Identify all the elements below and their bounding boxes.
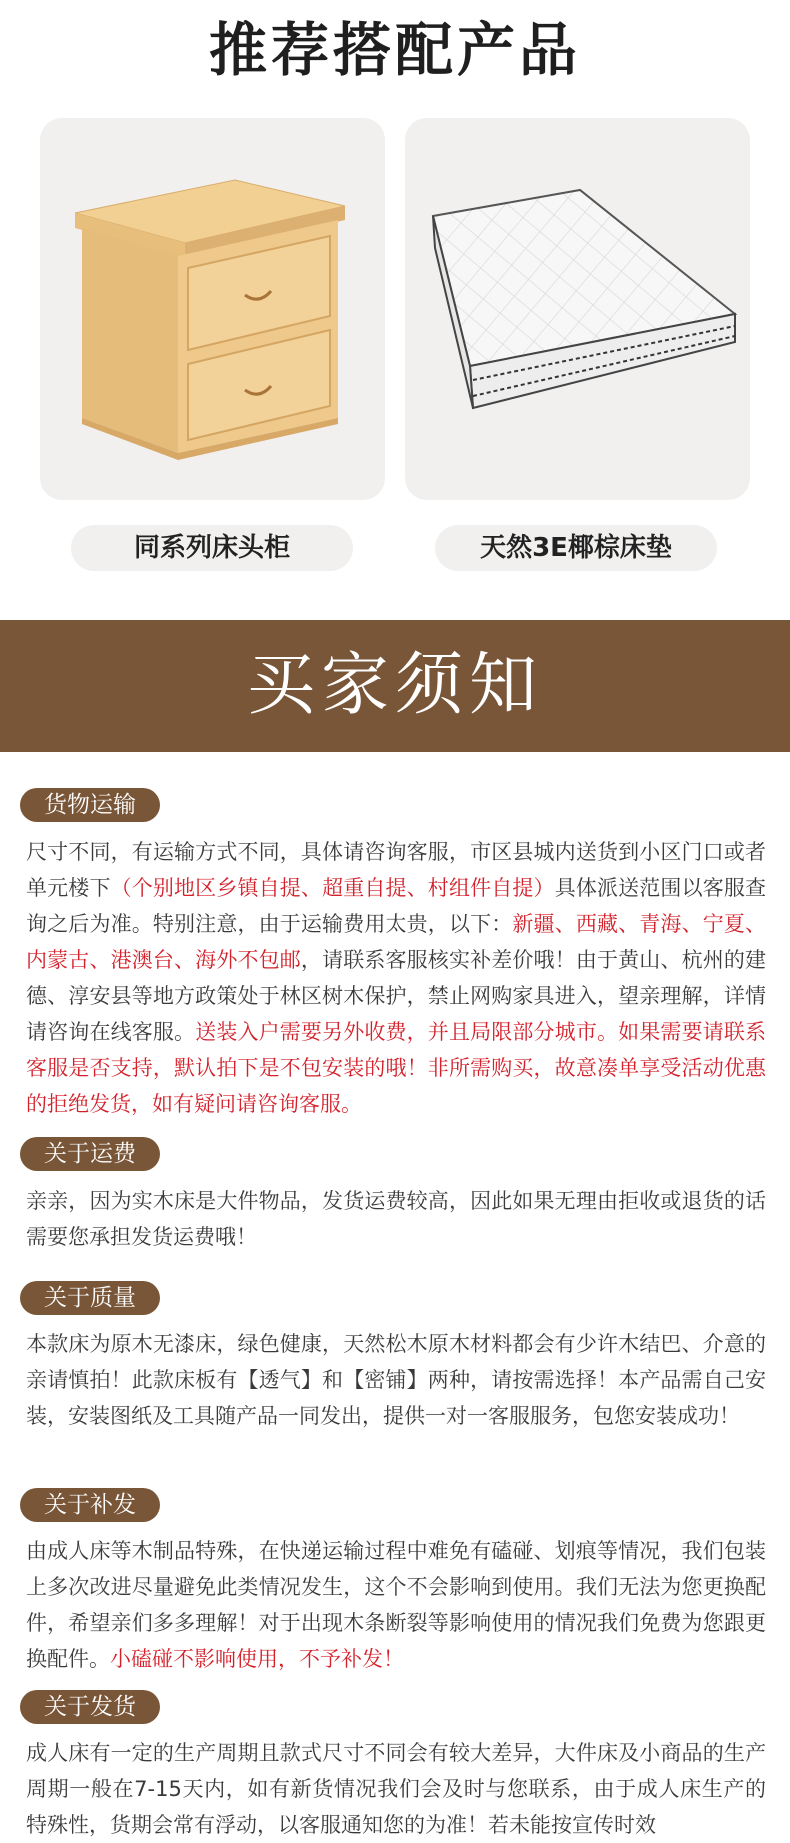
delivery-paragraph: 成人床有一定的生产周期且款式尺寸不同会有较大差异，大件床及小商品的生产周期一般在7-15天内，如有新货情况我们会及时与您联系，由于成人床生产的特殊性，货期会常有浮动，以客服通知您的为准！若未能按宣传时效: [26, 1741, 766, 1837]
section-tag-freight: 关于运费: [20, 1137, 160, 1171]
shipping-paragraph: 尺寸不同，有运输方式不同，具体请咨询客服，市区县城内送货到小区门口或者单元楼下（个别地区乡镇自提、超重自提、村组件自提）具体派送范围以客服查询之后为准。特别注意，由于运输费用太贵，以下：新疆、西藏、青海、宁夏、内蒙古、港澳台、海外不包邮，请联系客服核实补差价哦！由于黄山、杭州的建德、淳安县等地方政策处于林区树木保护，禁止网购家具进入，望亲理解，详情请咨询在线客服。送装入户需要另外收费，并且局限部分城市。如果需要请联系客服是否支持，默认拍下是不包安装的哦！非所需购买，故意凑单享受活动优惠的拒绝发货，如有疑问请咨询客服。: [26, 840, 767, 1116]
section-tag-shipping: 货物运输: [20, 788, 160, 822]
buyer-notice-banner: 买家须知: [0, 620, 790, 752]
mattress-image: [405, 118, 750, 500]
section-tag-quality: 关于质量: [20, 1281, 160, 1315]
product-card-nightstand[interactable]: [40, 118, 385, 500]
product-label-mattress[interactable]: 天然3E椰棕床垫: [435, 525, 717, 571]
nightstand-image: [40, 118, 385, 500]
page-title: 推荐搭配产品: [208, 16, 581, 84]
product-card-mattress[interactable]: [405, 118, 750, 500]
reissue-paragraph: 由成人床等木制品特殊，在快递运输过程中难免有磕碰、划痕等情况，我们包装上多次改进尽量避免此类情况发生，这个不会影响到使用。我们无法为您更换配件，希望亲们多多理解！对于出现木条断裂等影响使用的情况我们免费为您跟更换配件。小磕碰不影响使用，不予补发！: [26, 1539, 766, 1671]
quality-paragraph: 本款床为原木无漆床，绿色健康，天然松木原木材料都会有少许木结巴、介意的亲请慎拍！此款床板有【透气】和【密铺】两种，请按需选择！本产品需自己安装，安装图纸及工具随产品一同发出，提供一对一客服服务，包您安装成功！: [26, 1332, 766, 1428]
product-label-nightstand[interactable]: 同系列床头柜: [71, 525, 353, 571]
freight-paragraph: 亲亲，因为实木床是大件物品，发货运费较高，因此如果无理由拒收或退货的话需要您承担发货运费哦！: [26, 1189, 766, 1249]
section-tag-delivery: 关于发货: [20, 1690, 160, 1724]
section-tag-reissue: 关于补发: [20, 1488, 160, 1522]
